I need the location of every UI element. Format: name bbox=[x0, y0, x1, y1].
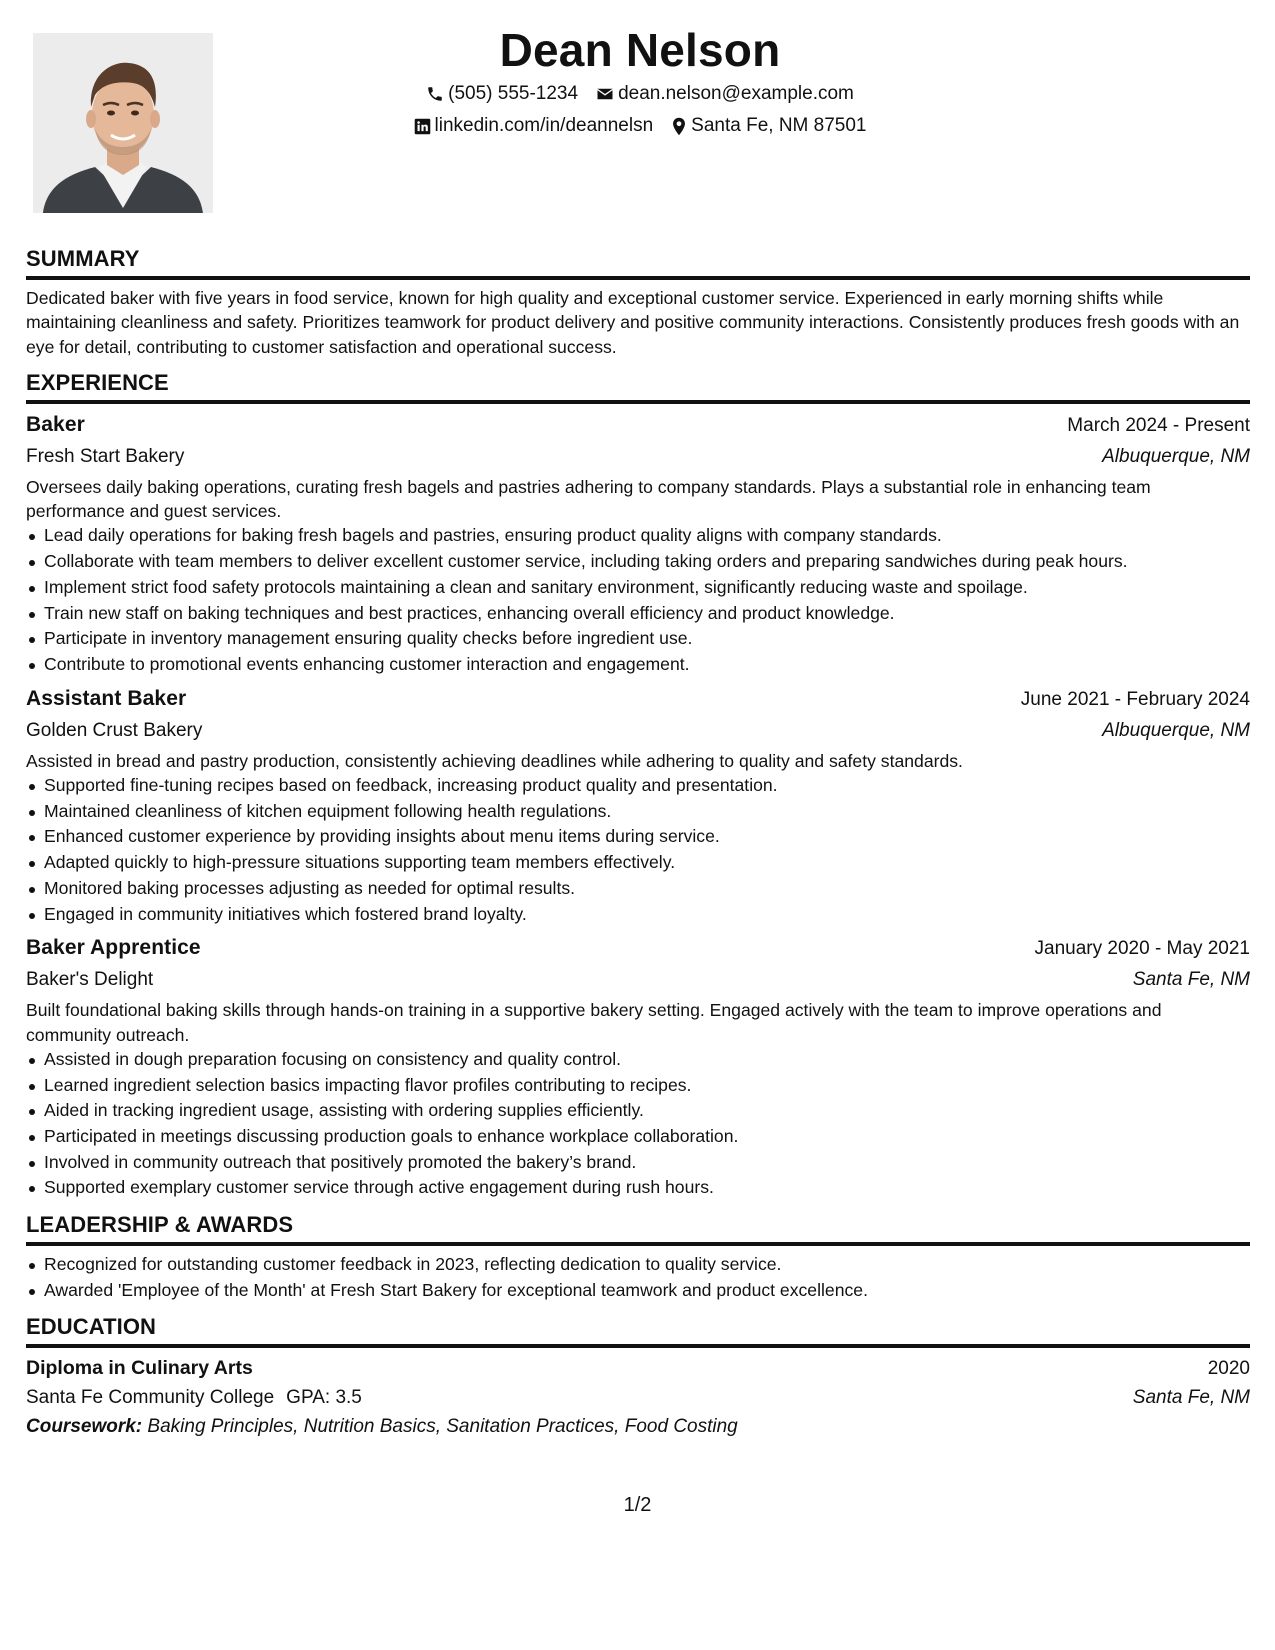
job-bullets bbox=[26, 773, 1250, 927]
contact-location bbox=[671, 110, 866, 142]
job-description: Assisted in bread and pastry production, consistently achieving deadlines while adhering to quality and safety standards. bbox=[26, 750, 963, 771]
job-subheader bbox=[26, 964, 1250, 995]
contact-row-secondary bbox=[240, 110, 1040, 142]
job-dates: June 2021 - February 2024 bbox=[1020, 688, 1250, 710]
list-item: Train new staff on baking techniques and best practices, enhancing overall efficiency and product knowledge. bbox=[26, 601, 1250, 627]
job-location: Santa Fe, NM bbox=[1132, 969, 1250, 991]
list-item: Supported exemplary customer service through active engagement during rush hours. bbox=[26, 1175, 1250, 1201]
job-location: Albuquerque, NM bbox=[1102, 445, 1250, 467]
job-dates: March 2024 - Present bbox=[1067, 414, 1250, 436]
job-description: Built foundational baking skills through hands-on training in a supportive bakery setting. Engaged actively with the team to improve operations and community outreach. bbox=[26, 1000, 1162, 1045]
list-item: Recognized for outstanding customer feedback in 2023, reflecting dedication to quality service. bbox=[26, 1252, 1250, 1278]
leadership-section bbox=[26, 1211, 1250, 1303]
contact-linkedin[interactable] bbox=[414, 110, 654, 142]
education-coursework bbox=[26, 1412, 1250, 1441]
list-item: Participated in meetings discussing production goals to enhance workplace collaboration. bbox=[26, 1124, 1250, 1150]
job-entry bbox=[26, 933, 1250, 1201]
list-item: Adapted quickly to high-pressure situations supporting team members effectively. bbox=[26, 850, 1250, 876]
phone-icon bbox=[426, 85, 444, 103]
job-location: Albuquerque, NM bbox=[1102, 719, 1250, 741]
job-bullets bbox=[26, 523, 1250, 677]
education-school-line bbox=[26, 1383, 362, 1412]
education-subheader bbox=[26, 1383, 1250, 1412]
job-description: Oversees daily baking operations, curating fresh bagels and pastries adhering to company standards. Plays a substantial role in enhancing team performance and guest services. bbox=[26, 476, 1151, 522]
job-subheader bbox=[26, 715, 1250, 746]
job-header bbox=[26, 933, 1250, 964]
contact-email[interactable] bbox=[596, 78, 854, 110]
list-item: Participate in inventory management ensuring quality checks before ingredient use. bbox=[26, 626, 1250, 652]
list-item: Supported fine-tuning recipes based on feedback, increasing product quality and presentation. bbox=[26, 773, 1250, 799]
education-location: Santa Fe, NM bbox=[1132, 1387, 1250, 1409]
resume-body bbox=[26, 245, 1250, 1451]
page-number: 1/2 bbox=[623, 1494, 652, 1516]
profile-photo bbox=[33, 33, 213, 213]
contact-row-primary bbox=[240, 78, 1040, 110]
phone-text: (505) 555-1234 bbox=[448, 83, 579, 104]
list-item: Implement strict food safety protocols maintaining a clean and sanitary environment, significantly reducing waste and spoilage. bbox=[26, 575, 1250, 601]
job-entry bbox=[26, 410, 1250, 678]
list-item: Monitored baking processes adjusting as needed for optimal results. bbox=[26, 876, 1250, 902]
education-school: Santa Fe Community College bbox=[26, 1387, 275, 1409]
linkedin-text[interactable]: linkedin.com/in/deannelsn bbox=[434, 115, 654, 136]
job-title: Baker bbox=[26, 412, 85, 436]
list-item: Contribute to promotional events enhancing customer interaction and engagement. bbox=[26, 652, 1250, 678]
list-item: Maintained cleanliness of kitchen equipment following health regulations. bbox=[26, 799, 1250, 825]
map-pin-icon bbox=[671, 117, 687, 136]
experience-section bbox=[26, 369, 1250, 1201]
education-degree: Diploma in Culinary Arts bbox=[26, 1357, 253, 1380]
resume-header bbox=[240, 22, 1040, 142]
candidate-name: Dean Nelson bbox=[499, 24, 781, 76]
list-item: Collaborate with team members to deliver excellent customer service, including taking orders and preparing sandwiches during peak hours. bbox=[26, 549, 1250, 575]
email-text[interactable]: dean.nelson@example.com bbox=[618, 83, 854, 104]
section-title-experience: EXPERIENCE bbox=[26, 369, 1250, 404]
list-item: Aided in tracking ingredient usage, assisting with ordering supplies efficiently. bbox=[26, 1098, 1250, 1124]
list-item: Lead daily operations for baking fresh bagels and pastries, ensuring product quality aligns with company standards. bbox=[26, 523, 1250, 549]
education-section bbox=[26, 1313, 1250, 1441]
coursework-label: Coursework: bbox=[26, 1416, 143, 1438]
job-subheader bbox=[26, 441, 1250, 472]
job-title: Baker Apprentice bbox=[26, 936, 201, 960]
list-item: Engaged in community initiatives which fostered brand loyalty. bbox=[26, 902, 1250, 928]
section-title-leadership: LEADERSHIP & AWARDS bbox=[26, 1211, 1250, 1246]
job-title: Assistant Baker bbox=[26, 686, 187, 710]
job-company: Golden Crust Bakery bbox=[26, 719, 203, 741]
section-title-education: EDUCATION bbox=[26, 1313, 1250, 1348]
coursework-list: Baking Principles, Nutrition Basics, Sanitation Practices, Food Costing bbox=[147, 1416, 738, 1438]
job-company: Baker's Delight bbox=[26, 969, 154, 991]
job-company: Fresh Start Bakery bbox=[26, 445, 185, 467]
linkedin-icon bbox=[414, 118, 431, 135]
list-item: Awarded 'Employee of the Month' at Fresh Start Bakery for exceptional teamwork and product excellence. bbox=[26, 1278, 1250, 1304]
job-bullets bbox=[26, 1047, 1250, 1201]
job-dates: January 2020 - May 2021 bbox=[1034, 938, 1250, 960]
list-item: Assisted in dough preparation focusing on consistency and quality control. bbox=[26, 1047, 1250, 1073]
education-header bbox=[26, 1354, 1250, 1383]
section-title-summary: SUMMARY bbox=[26, 245, 1250, 280]
job-header bbox=[26, 684, 1250, 715]
education-gpa: GPA: 3.5 bbox=[286, 1387, 362, 1409]
summary-section bbox=[26, 245, 1250, 359]
job-header bbox=[26, 410, 1250, 441]
job-entry bbox=[26, 684, 1250, 928]
summary-text: Dedicated baker with five years in food service, known for high quality and exceptional customer service. Experienced in early morning shifts while maintaining cleanliness and safety. Prioritizes teamwork for product delivery and positive community interactions. Consistently produces fresh goods with an eye for detail, contributing to customer satisfaction and operational success. bbox=[26, 288, 1240, 357]
location-text: Santa Fe, NM 87501 bbox=[691, 115, 867, 136]
education-year: 2020 bbox=[1207, 1358, 1250, 1380]
leadership-bullets bbox=[26, 1252, 1250, 1303]
list-item: Learned ingredient selection basics impacting flavor profiles contributing to recipes. bbox=[26, 1073, 1250, 1099]
list-item: Enhanced customer experience by providing insights about menu items during service. bbox=[26, 824, 1250, 850]
contact-phone bbox=[426, 78, 578, 110]
envelope-icon bbox=[596, 85, 614, 103]
list-item: Involved in community outreach that positively promoted the bakery’s brand. bbox=[26, 1150, 1250, 1176]
